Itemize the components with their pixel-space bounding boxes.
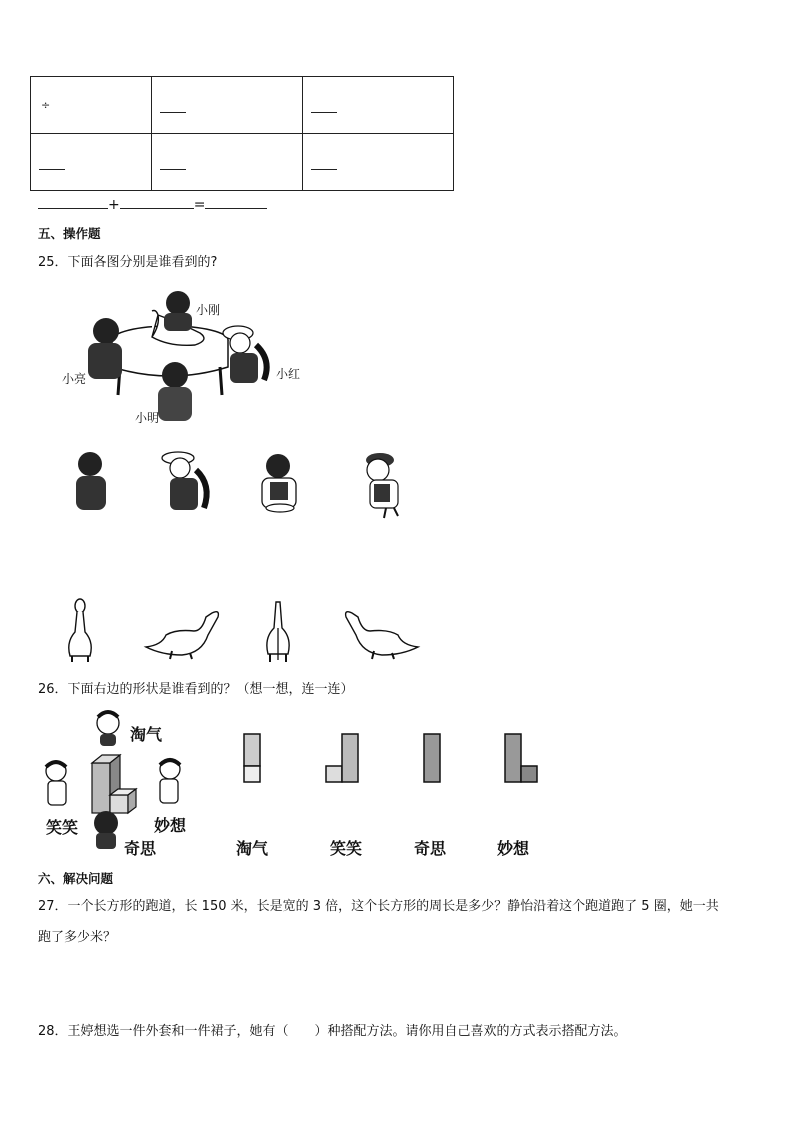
blank-line [39,169,65,170]
blank-line [160,112,186,113]
divide-sign: ÷ [41,99,51,112]
question-27-line2: 跑了多少米？ [38,930,117,945]
scene-label-taoqi: 淘气 [130,725,163,744]
section-title: 六、解决问题 [38,871,114,886]
answer-label-xiaoxiao: 笑笑 [330,839,363,858]
table-cell[interactable] [303,134,454,191]
scene-label-miaoxiang: 妙想 [154,816,187,835]
child-back-view-image [70,450,115,515]
answer-label-qisi: 奇思 [414,839,447,858]
question-26: 26．下面右边的形状是谁看到的？（想一想，连一连） [38,682,354,697]
label-xiaohong: 小红 [276,367,301,381]
table-cell[interactable] [31,134,152,191]
child-side-view-image [358,450,418,520]
dinosaur-right-side-image [340,605,422,660]
dinosaur-front-image [60,598,100,664]
question-27-line1: 27．一个长方形的跑道，长 150 米，长是宽的 3 倍，这个长方形的周长是多少？静怡沿着这个跑道跑了 5 圈，她一共 [38,899,719,914]
label-xiaogang: 小刚 [196,303,221,317]
table-cell[interactable] [152,134,303,191]
view-shape-tall-single [423,733,443,785]
answer-blank[interactable] [120,196,194,209]
blank-line [311,112,337,113]
table-row [31,134,454,191]
answer-label-taoqi: 淘气 [236,839,269,858]
child-side-cap-image [158,450,218,515]
view-shape-tall-left-small-right [504,733,542,785]
answer-blank[interactable] [205,196,267,209]
view-shape-tall-two-squares [243,733,263,785]
answer-label-miaoxiang: 妙想 [497,839,530,858]
table-cell[interactable] [303,77,454,134]
question-28: 28．王婷想选一件外套和一件裙子，她有（ ）种搭配方法。请你用自己喜欢的方式表示搭配方法。 [38,1024,627,1039]
view-shape-small-left-tall-right [325,733,361,785]
answer-blank[interactable] [38,196,108,209]
answer-table [30,76,454,191]
scene-label-xiaoxiao: 笑笑 [46,818,79,837]
table-cell[interactable] [152,77,303,134]
blank-line [311,169,337,170]
dinosaur-back-image [258,598,298,664]
scene-label-qisi: 奇思 [124,839,157,858]
plus-sign: + [108,197,120,213]
question-25: 25．下面各图分别是谁看到的? [38,255,218,270]
blank-line [160,169,186,170]
dinosaur-left-side-image [142,605,224,660]
table-scene-illustration [60,285,320,435]
label-xiaoming: 小明 [135,411,160,425]
equation-line [38,196,267,213]
section-title: 五、操作题 [38,226,101,241]
child-back-dish-image [252,450,312,515]
table-row [31,77,454,134]
label-xiaoliang: 小亮 [62,372,87,386]
equals-sign: = [193,197,206,213]
table-cell [31,77,152,134]
